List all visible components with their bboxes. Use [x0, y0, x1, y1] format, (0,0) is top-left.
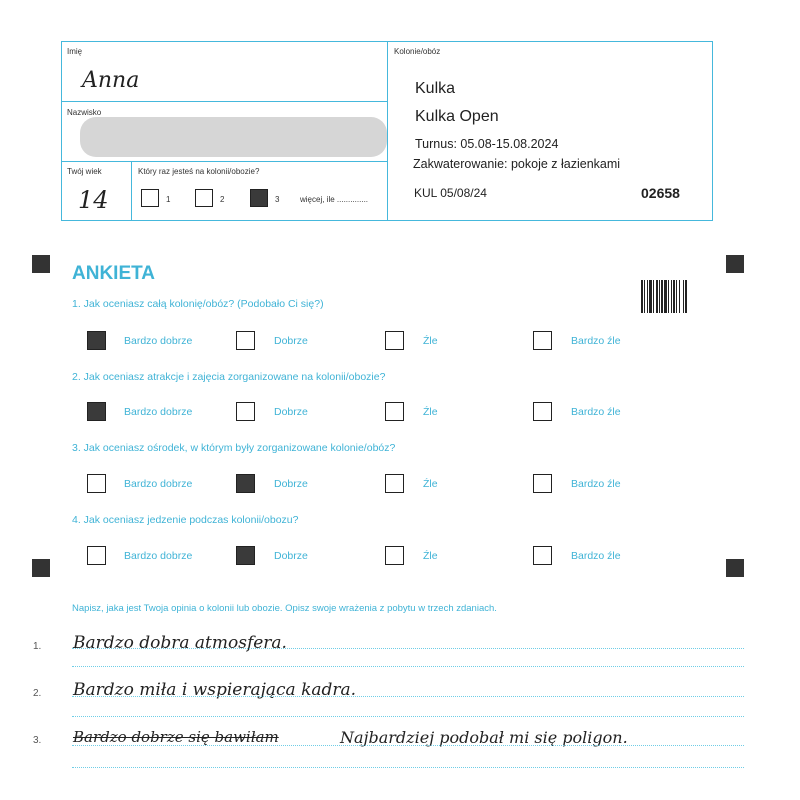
line-2-dotted-b: [72, 716, 744, 717]
q3-checkbox-zle[interactable]: [385, 474, 404, 493]
form-number: 02658: [641, 185, 680, 201]
first-name-label: Imię: [67, 47, 83, 56]
camp-variant: Kulka Open: [415, 108, 499, 125]
times-option-3: 3: [275, 195, 280, 204]
q4-checkbox-bardzo-dobrze[interactable]: [87, 546, 106, 565]
times-checkbox-3[interactable]: [250, 189, 268, 207]
turnus: Turnus: 05.08-15.08.2024: [415, 137, 559, 151]
registration-marker-top-left: [32, 255, 50, 273]
camp-label: Kolonie/obóz: [394, 47, 441, 56]
q3-option-bardzo-dobrze: Bardzo dobrze: [124, 478, 193, 490]
q1-checkbox-dobrze[interactable]: [236, 331, 255, 350]
q1-option-zle: Źle: [423, 335, 438, 347]
barcode: [641, 280, 695, 313]
header-divider-3: [131, 161, 132, 221]
header-divider-2: [61, 161, 387, 162]
accommodation: Zakwaterowanie: pokoje z łazienkami: [413, 157, 621, 171]
barcode-graphic: [641, 280, 695, 313]
line-3-dotted-b: [72, 767, 744, 768]
age-value: 14: [78, 186, 109, 214]
q2-checkbox-zle[interactable]: [385, 402, 404, 421]
times-option-1: 1: [166, 195, 171, 204]
registration-marker-top-right: [726, 255, 744, 273]
q4-option-dobrze: Dobrze: [274, 550, 308, 562]
q4-checkbox-bardzo-zle[interactable]: [533, 546, 552, 565]
q1-option-dobrze: Dobrze: [274, 335, 308, 347]
line-3-struck-text: Bardzo dobrze się bawiłam: [73, 728, 279, 746]
q3-checkbox-bardzo-dobrze[interactable]: [87, 474, 106, 493]
q1-checkbox-bardzo-dobrze[interactable]: [87, 331, 106, 350]
line-2-number: 2.: [33, 688, 42, 699]
q4-checkbox-zle[interactable]: [385, 546, 404, 565]
last-name-redaction: [80, 117, 387, 157]
q2-option-bardzo-zle: Bardzo źle: [571, 406, 621, 418]
q2-checkbox-bardzo-dobrze[interactable]: [87, 402, 106, 421]
times-checkbox-2[interactable]: [195, 189, 213, 207]
line-2-dotted-a: [72, 696, 744, 697]
camp-name: Kulka: [415, 80, 456, 97]
line-2-text: Bardzo miła i wspierająca kadra.: [73, 680, 357, 700]
q4-option-zle: Źle: [423, 550, 438, 562]
first-name-value: Anna: [82, 68, 140, 93]
q1-option-bardzo-dobrze: Bardzo dobrze: [124, 335, 193, 347]
line-3-text: Najbardziej podobał mi się poligon.: [340, 728, 628, 747]
header-divider-vertical: [387, 41, 388, 221]
question-4-text: 4. Jak oceniasz jedzenie podczas kolonii/obozu?: [72, 514, 299, 526]
line-3-dotted-a: [72, 745, 744, 746]
line-3-number: 3.: [33, 735, 42, 746]
q4-option-bardzo-zle: Bardzo źle: [571, 550, 621, 562]
header-divider-1: [61, 101, 387, 102]
q2-checkbox-bardzo-zle[interactable]: [533, 402, 552, 421]
question-3-text: 3. Jak oceniasz ośrodek, w którym były zorganizowane kolonie/obóz?: [72, 442, 396, 454]
q1-option-bardzo-zle: Bardzo źle: [571, 335, 621, 347]
registration-marker-bottom-right: [726, 559, 744, 577]
q2-option-dobrze: Dobrze: [274, 406, 308, 418]
q3-checkbox-bardzo-zle[interactable]: [533, 474, 552, 493]
line-1-dotted-b: [72, 666, 744, 667]
line-1-dotted-a: [72, 648, 744, 649]
survey-title: ANKIETA: [72, 263, 156, 284]
camp-code: KUL 05/08/24: [414, 186, 487, 200]
times-label: Który raz jesteś na kolonii/obozie?: [138, 167, 260, 176]
question-2-text: 2. Jak oceniasz atrakcje i zajęcia zorganizowane na kolonii/obozie?: [72, 371, 386, 383]
opinion-prompt: Napisz, jaka jest Twoja opinia o kolonii lub obozie. Opisz swoje wrażenia z pobytu w trzech zdaniach.: [72, 603, 497, 614]
q3-option-dobrze: Dobrze: [274, 478, 308, 490]
q3-option-zle: Źle: [423, 478, 438, 490]
question-1-text: 1. Jak oceniasz całą kolonię/obóz? (Podobało Ci się?): [72, 298, 324, 310]
q4-checkbox-dobrze[interactable]: [236, 546, 255, 565]
q1-checkbox-bardzo-zle[interactable]: [533, 331, 552, 350]
q2-option-zle: Źle: [423, 406, 438, 418]
times-option-2: 2: [220, 195, 225, 204]
line-1-number: 1.: [33, 641, 42, 652]
q3-option-bardzo-zle: Bardzo źle: [571, 478, 621, 490]
q4-option-bardzo-dobrze: Bardzo dobrze: [124, 550, 193, 562]
last-name-label: Nazwisko: [67, 108, 102, 117]
times-option-more: więcej, ile ..............: [300, 195, 369, 204]
registration-marker-bottom-left: [32, 559, 50, 577]
line-1-text: Bardzo dobra atmosfera.: [73, 633, 287, 653]
q1-checkbox-zle[interactable]: [385, 331, 404, 350]
q2-option-bardzo-dobrze: Bardzo dobrze: [124, 406, 193, 418]
times-checkbox-1[interactable]: [141, 189, 159, 207]
q2-checkbox-dobrze[interactable]: [236, 402, 255, 421]
q3-checkbox-dobrze[interactable]: [236, 474, 255, 493]
age-label: Twój wiek: [67, 167, 102, 176]
